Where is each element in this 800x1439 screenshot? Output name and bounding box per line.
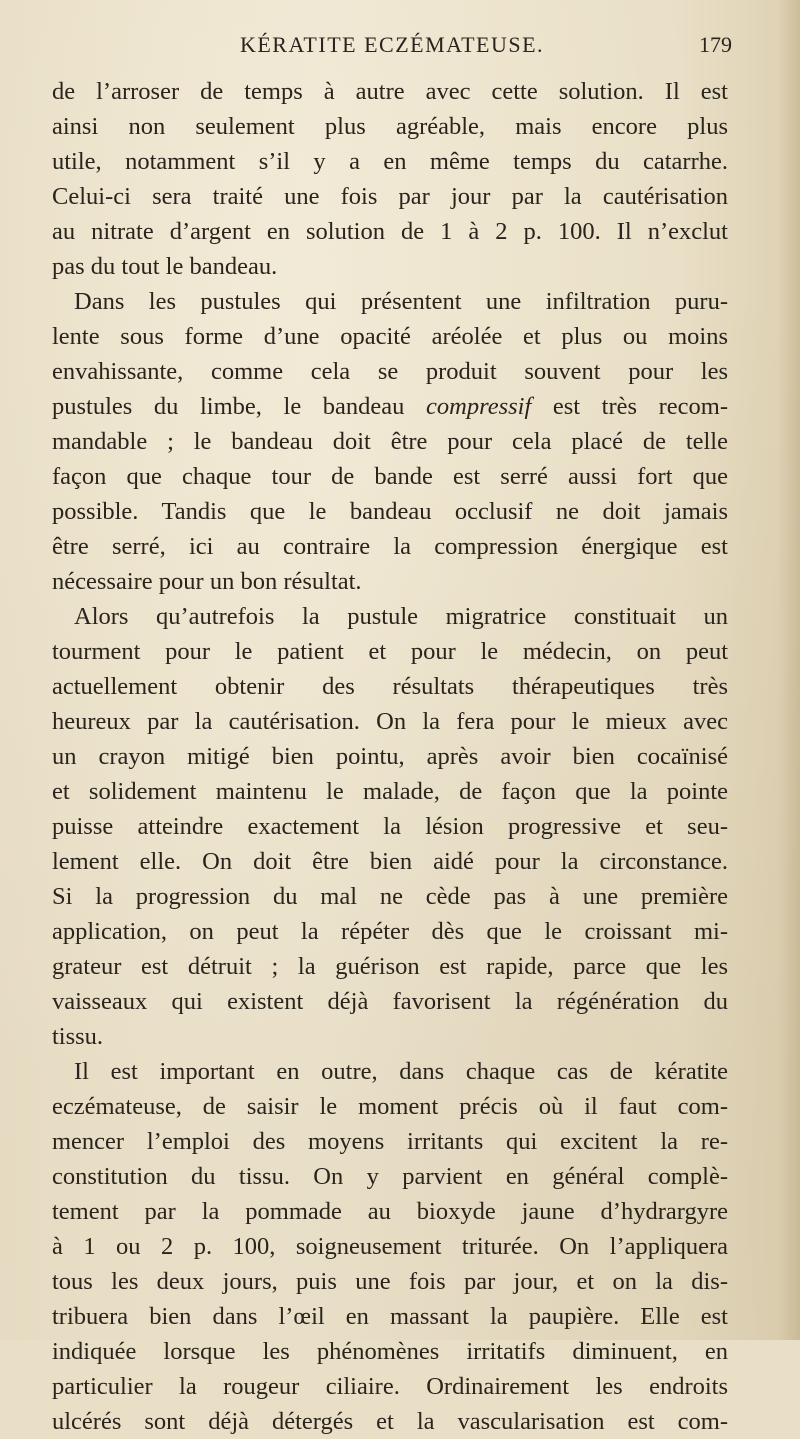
text-line: possible. Tandis que le bandeau occlusif ne doit jamais xyxy=(52,498,728,525)
text-line: ulcérés sont déjà détergés et la vascularisation est com- xyxy=(52,1408,728,1435)
text-line: pas du tout le bandeau. xyxy=(52,253,278,280)
text-line: vaisseaux qui existent déjà favorisent la régénération du xyxy=(52,988,728,1015)
text-line: lente sous forme d’une opacité aréolée et plus ou moins xyxy=(52,323,728,350)
italic-term: compressif xyxy=(426,393,532,420)
text-line: envahissante, comme cela se produit souvent pour les xyxy=(52,358,728,385)
text-line: Dans les pustules qui présentent une infiltration puru- xyxy=(74,288,728,315)
text-line: ainsi non seulement plus agréable, mais encore plus xyxy=(52,113,728,140)
text-line: tous les deux jours, puis une fois par jour, et on la dis- xyxy=(52,1268,728,1295)
text-line: Si la progression du mal ne cède pas à une première xyxy=(52,883,728,910)
text-line: et solidement maintenu le malade, de façon que la pointe xyxy=(52,778,728,805)
text-line: tissu. xyxy=(52,1023,104,1050)
text-run: pustules du limbe, le bandeau xyxy=(52,393,426,420)
text-line: grateur est détruit ; la guérison est rapide, parce que les xyxy=(52,953,728,980)
text-line: tribuera bien dans l’œil en massant la paupière. Elle est xyxy=(52,1303,728,1330)
text-line: Alors qu’autrefois la pustule migratrice constituait un xyxy=(74,603,728,630)
page-header xyxy=(52,30,732,60)
text-line: mandable ; le bandeau doit être pour cela placé de telle xyxy=(52,428,728,455)
text-line: au nitrate d’argent en solution de 1 à 2 p. 100. Il n’exclut xyxy=(52,218,728,245)
text-line: utile, notamment s’il y a en même temps du catarrhe. xyxy=(52,148,728,175)
text-line: un crayon mitigé bien pointu, après avoir bien cocaïnisé xyxy=(52,743,728,770)
text-line: Celui-ci sera traité une fois par jour par la cautérisation xyxy=(52,183,728,210)
text-line: tement par la pommade au bioxyde jaune d’hydrargyre xyxy=(52,1198,728,1225)
text-line: nécessaire pour un bon résultat. xyxy=(52,568,362,595)
text-line: heureux par la cautérisation. On la fera pour le mieux avec xyxy=(52,708,728,735)
text-line: être serré, ici au contraire la compression énergique est xyxy=(52,533,728,560)
text-line: façon que chaque tour de bande est serré aussi fort que xyxy=(52,463,728,490)
text-line: mencer l’emploi des moyens irritants qui excitent la re- xyxy=(52,1128,728,1155)
text-line: tourment pour le patient et pour le médecin, on peut xyxy=(52,638,728,665)
text-line: constitution du tissu. On y parvient en général complè- xyxy=(52,1163,728,1190)
text-line: actuellement obtenir des résultats thérapeutiques très xyxy=(52,673,728,700)
text-line: particulier la rougeur ciliaire. Ordinairement les endroits xyxy=(52,1373,728,1400)
text-line: lement elle. On doit être bien aidé pour la circonstance. xyxy=(52,848,728,875)
text-line: à 1 ou 2 p. 100, soigneusement triturée. On l’appliquera xyxy=(52,1233,728,1260)
body-text xyxy=(52,74,728,1439)
text-run: est très recom- xyxy=(531,393,728,420)
text-line: eczémateuse, de saisir le moment précis où il faut com- xyxy=(52,1093,728,1120)
text-line: puisse atteindre exactement la lésion progressive et seu- xyxy=(52,813,728,840)
running-title: KÉRATITE ECZÉMATEUSE. xyxy=(239,32,545,57)
page-number: 179 xyxy=(699,32,732,57)
page-edge-shadow xyxy=(778,0,800,1340)
text-line: indiquée lorsque les phénomènes irritatifs diminuent, en xyxy=(52,1338,728,1365)
text-line: application, on peut la répéter dès que le croissant mi- xyxy=(52,918,728,945)
text-line: Il est important en outre, dans chaque cas de kératite xyxy=(74,1058,728,1085)
text-line-with-italic xyxy=(52,389,728,424)
text-line: de l’arroser de temps à autre avec cette solution. Il est xyxy=(52,78,728,105)
